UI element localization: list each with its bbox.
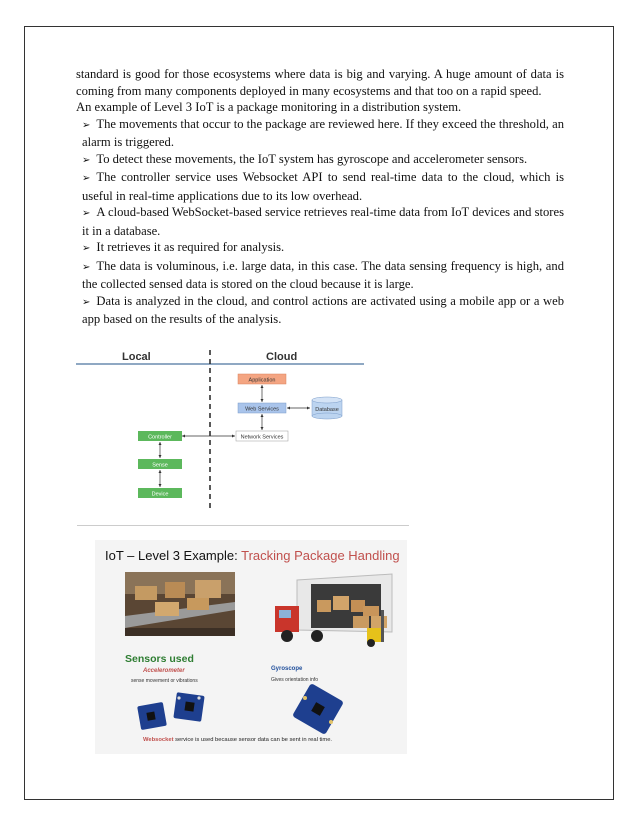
arrow-bullet-icon: ➢ — [82, 261, 91, 273]
gyroscope-label: Gyroscope — [271, 666, 303, 672]
bullet-item: ➢ The data is voluminous, i.e. large data, in this case. The data sensing frequency is high, and the collected sensed data is stored on the cloud because it is large. — [82, 258, 564, 291]
arrow-bullet-icon: ➢ — [82, 208, 91, 219]
bullet-item: ➢ To detect these movements, the IoT system has gyroscope and accelerometer sensors. — [82, 151, 528, 166]
warehouse-conveyor-image — [125, 572, 235, 636]
arrow-bullet-icon: ➢ — [82, 243, 91, 254]
bullet-item: ➢ A cloud-based WebSocket-based service retrieves real-time data from IoT devices and stores it in a database. — [82, 205, 564, 238]
arrow-bullet-icon: ➢ — [82, 296, 91, 308]
controller-label: Controller — [148, 434, 172, 441]
local-label: Local — [122, 351, 151, 363]
example-slide — [95, 540, 407, 754]
accelerometer-label: Accelerometer — [143, 668, 185, 674]
sense-label: Sense — [152, 462, 168, 469]
sensors-used-heading: Sensors used — [125, 653, 194, 665]
accelerometer-board-image — [135, 688, 215, 736]
bullet-item: ➢ The movements that occur to the package are reviewed here. If they exceed the threshold, an alarm is triggered. — [82, 116, 564, 149]
bullet-item: ➢ The controller service uses Websocket API to send real-time data to the cloud, which is useful in real-time applications due to its low overhead. — [82, 170, 564, 203]
arrow-bullet-icon: ➢ — [82, 119, 91, 131]
network-services-label: Network Services — [240, 434, 284, 441]
bullet-item: ➢ Data is analyzed in the cloud, and control actions are activated using a mobile app or a web app based on the results of the analysis. — [82, 293, 564, 326]
example-panel — [77, 525, 409, 754]
bullet-item: ➢ It retrieves it as required for analysis. — [82, 240, 285, 254]
gyroscope-board-image — [291, 684, 347, 736]
arrow-bullet-icon: ➢ — [82, 154, 91, 166]
accelerometer-description: sense movement or vibrations — [131, 678, 198, 684]
paragraph: standard is good for those ecosystems where data is big and varying. A huge amount of data is coming from many components deployed in many ecosystems and that too on a rapid speed. — [76, 67, 564, 98]
paragraph: An example of Level 3 IoT is a package monitoring in a distribution system. — [76, 100, 462, 114]
truck-loading-image — [267, 570, 397, 650]
gyroscope-description: Gives orientation info — [271, 677, 318, 683]
slide-title: IoT – Level 3 Example: Tracking Package Handling — [105, 548, 400, 563]
iot-level3-diagram — [76, 346, 366, 516]
web-services-label: Web Services — [245, 406, 279, 413]
device-label: Device — [151, 491, 169, 498]
websocket-footnote: Websocket service is used because sensor data can be sent in real time. — [143, 737, 333, 743]
database-label: Database — [315, 407, 339, 413]
application-label: Application — [248, 377, 276, 384]
body-text — [76, 66, 564, 328]
arrow-bullet-icon: ➢ — [82, 173, 91, 184]
cloud-label: Cloud — [266, 351, 298, 363]
